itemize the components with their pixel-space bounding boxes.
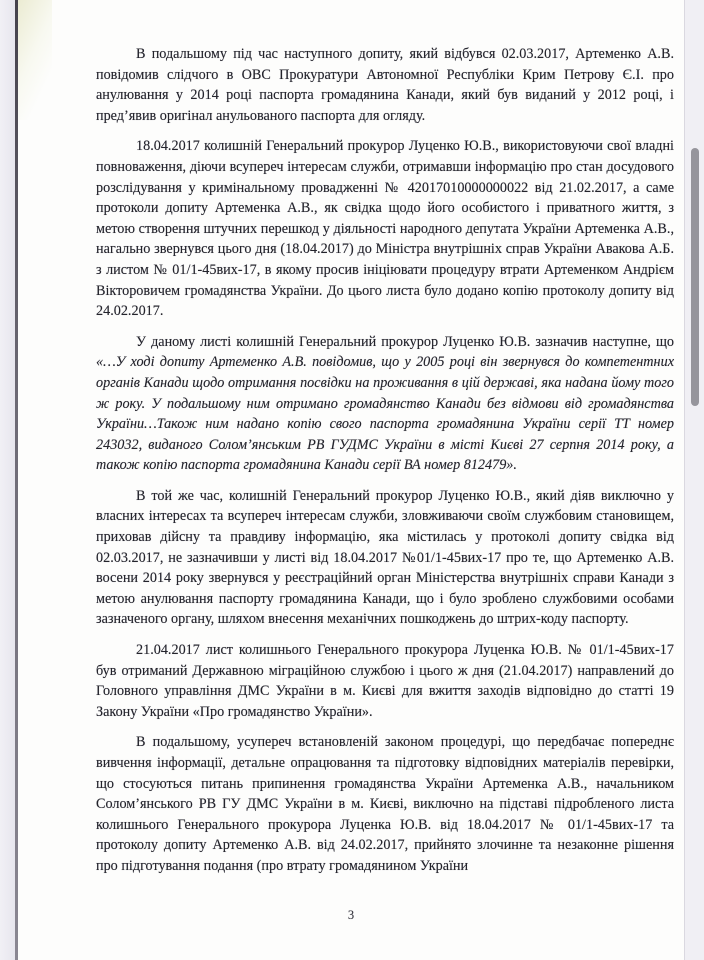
paragraph-lead: У даному листі колишній Генеральний прокурор Луценко Ю.В. зазначив наступне, що <box>136 333 674 350</box>
scan-artifact-streak <box>18 0 52 120</box>
scrollbar[interactable] <box>691 0 699 960</box>
scrollbar-thumb[interactable] <box>691 148 699 406</box>
scan-left-margin <box>0 0 15 960</box>
document-paragraph: В подальшому під час наступного допиту, який відбувся 02.03.2017, Артеменко А.В. повідомив слідчого в ОВС Прокуратури Автономної Республіки Крим Петрову Є.І. про анулювання у 2014 році паспорта громадянина Канади, який був виданий у 2012 році, і пред’явив оригінал анульованого паспорта для огляду. <box>96 46 674 124</box>
page-number: 3 <box>347 908 355 922</box>
document-paragraph: 18.04.2017 колишній Генеральний прокурор Луценко Ю.В., використовуючи свої владні повноваження, діючи всупереч інтересам служби, отримавши інформацію про стан досудового розслідування у кримінальному провадженні № 42017010000000022 від 21.02.2017, а саме протоколи допиту Артеменка А.В., як свідка щодо його особистого і приватного життя, з метою створення штучних перешкод у діяльності народного депутата України Артеменка А.В., нагально звернувся цього дня (18.04.2017) до Міністра внутрішніх справ України Авакова А.Б. з листом № 01/1-45вих-17, в якому просив ініціювати процедуру втрати Артеменком Андрієм Вікторовичем громадянства України. До цього листа було додано копію протоколу допиту від 24.02.2017. <box>96 138 674 320</box>
document-paragraph: В той же час, колишній Генеральний прокурор Луценко Ю.В., який діяв виключно у власних інтересах та всупереч інтересам служби, зловживаючи своїм службовим становищем, приховав дійсну та правдиву інформацію, яка містилась у протоколі допиту свідка від 02.03.2017, не зазначивши у листі від 18.04.2017 №01/1-45вих-17 про те, що Артеменко А.В. восени 2014 року звернувся у реєстраційний орган Міністерства внутрішніх справи Канади з метою анулювання паспорту громадянина Канади, що і було зроблено службовими особами зазначеного органу, шляхом внесення механічних пошкоджень до штрих-коду паспорту. <box>96 487 674 628</box>
quoted-letter-text: «…У ході допиту Артеменко А.В. повідомив, що у 2005 році він звернувся до компетентних органів Канади щодо отримання посвідки на проживання в цій державі, яка надана йому того ж року. У подальшому ним отримано громадянство Канади без відмови від громадянства України…Також ним надано копію свого паспорта громадянина України серії ТТ номер 243032, виданого Солом’янським РВ ГУДМС України в місті Києві 27 серпня 2014 року, а також копію паспорта громадянина Канади серії ВА номер 812479». <box>96 354 674 474</box>
document-paragraph: 21.04.2017 лист колишнього Генерального прокурора Луценка Ю.В. № 01/1-45вих-17 був отриманий Державною міграційною службою і цього ж дня (21.04.2017) направлений до Головного управління ДМС України в м. Києві для вжиття заходів відповідно до статті 19 Закону України «Про громадянство України». <box>96 642 674 720</box>
document-paragraph-with-quote <box>96 332 674 476</box>
document-page <box>18 0 685 960</box>
scan-right-margin <box>685 0 704 960</box>
document-paragraph: В подальшому, усупереч встановленій законом процедурі, що передбачає попереднє вивчення інформації, детальне опрацювання та підготовку відповідних матеріалів перевірки, що стосуються питань припинення громадянства України Артеменка А.В., начальником Солом’янського РВ ГУ ДМС України в м. Києві, виключно на підставі підробленого листа колишнього Генерального прокурора Луценка Ю.В. від 18.04.2017 № 01/1-45вих-17 та протоколу допиту Артеменко А.В. від 24.02.2017, прийнято злочинне та незаконне рішення про підготування подання (про втрату громадянином України <box>96 734 674 874</box>
document-text <box>96 44 674 877</box>
